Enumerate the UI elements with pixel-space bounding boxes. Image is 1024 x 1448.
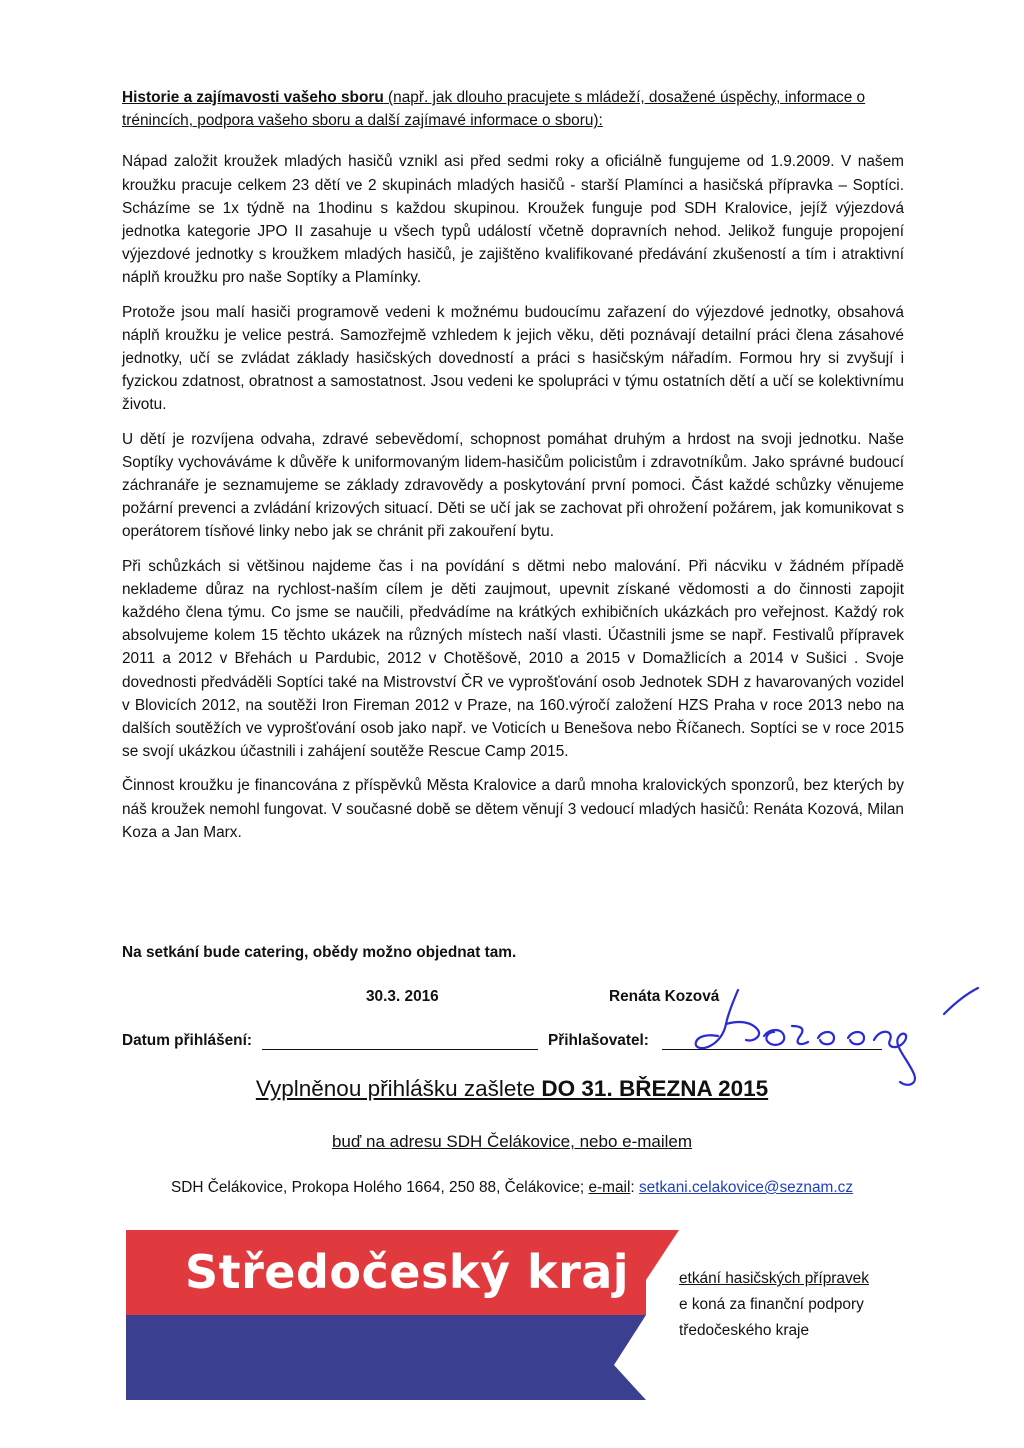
date-label: Datum přihlášení: bbox=[122, 1032, 252, 1049]
banner-title: Středočeský kraj bbox=[185, 1245, 630, 1299]
footer-line-2: e koná za finanční podpory bbox=[679, 1296, 864, 1313]
headline-normal-text: Vyplněnou přihlášku zašlete bbox=[255, 1076, 542, 1101]
catering-note: Na setkání bude catering, obědy možno objednat tam. bbox=[122, 944, 517, 961]
paragraph-3: U dětí je rozvíjena odvaha, zdravé sebevědomí, schopnost pomáhat druhým a hrdost na svoji jednotku. Naše Soptíky vychováváme k důvěře k uniformovaným lidem-hasičům policistům i zdravotníkům. Jako správné budoucí záchranáře je seznamujeme se základy zdravovědy a poskytování první pomoci. Část každé schůzky věnujeme požární prevenci a zvládání krizových situací. Děti se učí jak se zachovat při ohrožení požárem, jak komunikovat s operátorem tísňové linky nebo jak se chránit při zakouření bytu. bbox=[122, 430, 904, 541]
applicant-label: Přihlašovatel: bbox=[548, 1032, 649, 1049]
footer-line-3: tředočeského kraje bbox=[679, 1322, 810, 1339]
email-link[interactable]: setkani.celakovice@seznam.cz bbox=[638, 1179, 854, 1196]
send-instructions-headline bbox=[0, 1076, 1024, 1102]
section-heading bbox=[122, 86, 904, 132]
signup-date-value: 30.3. 2016 bbox=[366, 988, 439, 1005]
section-heading-bold: Historie a zajímavosti vašeho sboru bbox=[122, 89, 384, 106]
contact-address bbox=[0, 1179, 1024, 1197]
date-signature-line bbox=[262, 1049, 538, 1050]
headline-deadline: DO 31. BŘEZNA 2015 bbox=[541, 1076, 769, 1101]
paragraph-2: Protože jsou malí hasiči programově vedeni k možnému budoucímu zařazení do výjezdové jednotky, obsahová náplň kroužku je velice pestrá. Samozřejmě vzhledem k jejich věku, děti poznávají detailní práci člena zásahové jednotky, učí se zvládat základy hasičských dovedností a práci s hasičským nářadím. Formou hry si zvyšují i fyzickou zdatnost, obratnost a samostatnost. Jsou vedeni ke spolupráci v týmu ostatních dětí a učí se kolektivnímu životu. bbox=[122, 303, 904, 414]
footer-line-1: etkání hasičských přípravek bbox=[679, 1270, 869, 1287]
address-text: SDH Čelákovice, Prokopa Holého 1664, 250 88, Čelákovice; bbox=[170, 1179, 589, 1196]
email-label: e-mail bbox=[588, 1179, 631, 1196]
paragraph-5: Činnost kroužku je financována z příspěvků Města Kralovice a darů mnoha kralovických sponzorů, bez kterých by náš kroužek nemohl fungovat. V současné době se dětem věnují 3 vedoucí mladých hasičů: Renáta Kozová, Milan Koza a Jan Marx. bbox=[122, 777, 904, 841]
paragraph-1: Nápad založit kroužek mladých hasičů vznikl asi před sedmi roky a oficiálně fungujeme od 1.9.2009. V našem kroužku pracuje celkem 23 dětí ve 2 skupinách mladých hasičů - starší Plamínci a hasičská přípravka – Soptíci. Scházíme se 1x týdně na 1hodinu s každou skupinou. Kroužek funguje pod SDH Kralovice, jejíž výjezdová jednotka kategorie JPO II zasahuje u všech typů událostí včetně dopravních nehod. Jelikož funguje propojení výjezdové jednotky s kroužkem mladých hasičů, je zajištěno kvalifikované předávání zkušeností a tím i atraktivní náplň kroužku pro naše Soptíky a Plamínky. bbox=[122, 153, 904, 287]
send-instructions-subline: buď na adresu SDH Čelákovice, nebo e-mailem bbox=[331, 1132, 693, 1151]
signer-name: Renáta Kozová bbox=[609, 988, 720, 1005]
section-heading-rest: (např. jak dlouho pracujete s mládeží, dosažené úspěchy, informace o trénincích, podpora vašeho sboru a další zajímavé informace o sboru): bbox=[122, 89, 866, 130]
paragraph-4: Při schůzkách si většinou najdeme čas i na povídání s dětmi nebo malování. Při nácviku v žádném případě neklademe důraz na rychlost-naším cílem je děti zaujmout, upevnit získané vědomosti a do činnosti zapojit každého člena týmu. Co jsme se naučili, předvádíme na krátkých exhibičních ukázkách pro veřejnost. Každý rok absolvujeme kolem 15 těchto ukázek na různých místech naší vlasti. Účastnili jsme se např. Festivalů přípravek 2011 a 2012 v Břehách u Pardubic, 2012 v Chotěšově, 2010 a 2015 v Domažlicích a 2014 v Sušici . Svoje dovednosti předváděli Soptíci také na Mistrovství ČR ve vyprošťování osob Jednotek SDH z havarovaných vozidel v Blovicích 2012, na soutěži Iron Fireman 2012 v Praze, na 160.výročí založení HZS Praha v roce 2013 nebo na dalších soutěžích ve vyprošťování osob jako např. ve Voticích u Benešova nebo Říčanech. Soptíci se v roce 2015 se svojí ukázkou účastnili i zahájení soutěže Rescue Camp 2015. bbox=[122, 557, 904, 761]
email-colon: : bbox=[630, 1179, 639, 1196]
main-content bbox=[122, 86, 904, 855]
